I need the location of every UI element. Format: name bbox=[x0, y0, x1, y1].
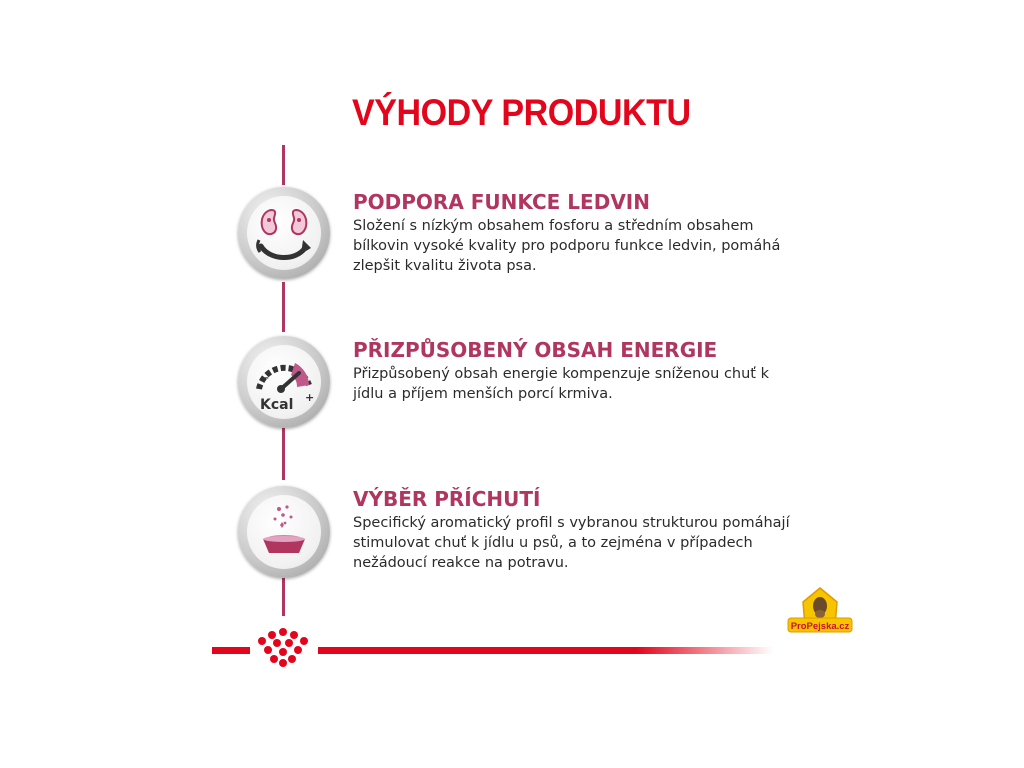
timeline-line bbox=[282, 578, 285, 616]
benefit-description: Přizpůsobený obsah energie kompenzuje sníženou chuť k jídlu a příjem menších porcí krmiva. bbox=[353, 366, 769, 402]
svg-text:+: + bbox=[305, 391, 315, 404]
dog-watermark-logo bbox=[787, 586, 853, 638]
footer-divider-left bbox=[212, 647, 250, 654]
benefit-description: Specifický aromatický profil s vybranou strukturou pomáhají stimulovat chuť k jídlu u psů, a to zejména v případech nežádoucí reakce na potravu. bbox=[353, 515, 790, 571]
svg-text:−: − bbox=[261, 373, 270, 384]
benefit-heading: VÝBĚR PŘÍCHUTÍ bbox=[353, 487, 541, 511]
royal-crown-icon bbox=[250, 626, 316, 668]
timeline-line bbox=[282, 145, 285, 185]
watermark-text: ProPejska.cz bbox=[790, 621, 850, 632]
kidney-icon bbox=[238, 187, 330, 279]
page-title: VÝHODY PRODUKTU bbox=[352, 92, 691, 133]
kcal-label: Kcal bbox=[260, 397, 294, 413]
timeline-line bbox=[282, 282, 285, 332]
benefit-heading: PŘIZPŮSOBENÝ OBSAH ENERGIE bbox=[353, 338, 718, 362]
timeline-line bbox=[282, 428, 285, 480]
benefit-description: Složení s nízkým obsahem fosforu a středním obsahem bílkovin vysoké kvality pro podporu funkce ledvin, pomáhá zlepšit kvalitu života psa. bbox=[353, 218, 781, 274]
benefit-heading: PODPORA FUNKCE LEDVIN bbox=[353, 190, 650, 214]
kcal-gauge-icon bbox=[238, 336, 330, 428]
footer-divider-right bbox=[318, 647, 773, 654]
food-bowl-aroma-icon bbox=[238, 486, 330, 578]
